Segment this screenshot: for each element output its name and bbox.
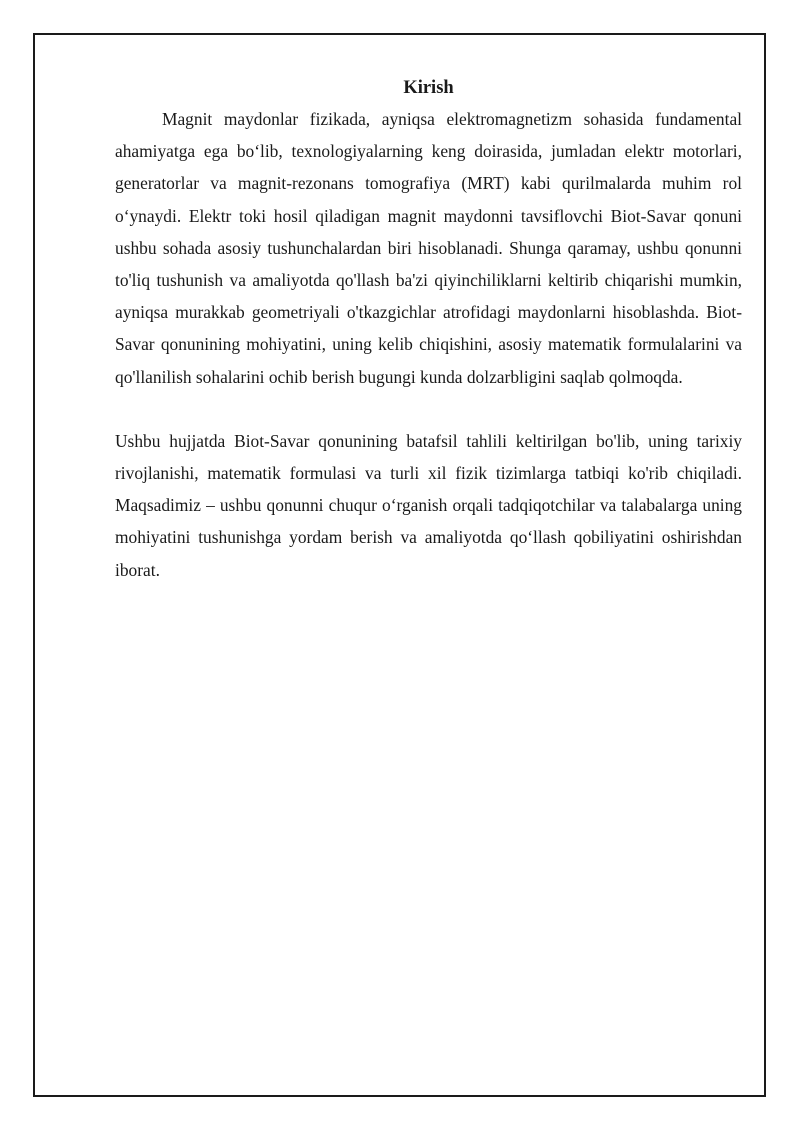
intro-paragraph: Magnit maydonlar fizikada, ayniqsa elektromagnetizm sohasida fundamental ahamiyatga ega bo‘lib, texnologiyalarning keng doirasida, jumladan elektr motorlari, generatorlar va magnit-rezonans tomografiya (MRT) kabi qurilmalarda muhim rol o‘ynaydi. Elektr toki hosil qiladigan magnit maydonni tavsiflovchi Biot-Savar qonuni ushbu sohada asosiy tushunchalardan biri hisoblanadi. Shunga qaramay, ushbu qonunni to'liq tushunish va amaliyotda qo'llash ba'zi qiyinchiliklarni keltirib chiqarishi mumkin, ayniqsa murakkab geometriyali o'tkazgichlar atrofidagi maydonlarni hisoblashda. Biot-Savar qonunining mohiyatini, uning kelib chiqishini, asosiy matematik formulalarini va qo'llanilish sohalarini ochib berish bugungi kunda dolzarbligini saqlab qolmoqda. bbox=[115, 109, 742, 387]
purpose-paragraph: Ushbu hujjatda Biot-Savar qonunining batafsil tahlili keltirilgan bo'lib, uning tarixiy rivojlanishi, matematik formulasi va turli xil fizik tizimlarga tatbiqi ko'rib chiqiladi. Maqsadimiz – ushbu qonunni chuqur o‘rganish orqali tadqiqotchilar va talabalarga uning mohiyatini tushunishga yordam berish va amaliyotda qo‘llash qobiliyatini oshirishdan iborat. bbox=[115, 430, 742, 580]
document-body bbox=[115, 74, 742, 586]
paragraph-spacer bbox=[115, 393, 742, 425]
page-title: Kirish bbox=[403, 78, 454, 98]
